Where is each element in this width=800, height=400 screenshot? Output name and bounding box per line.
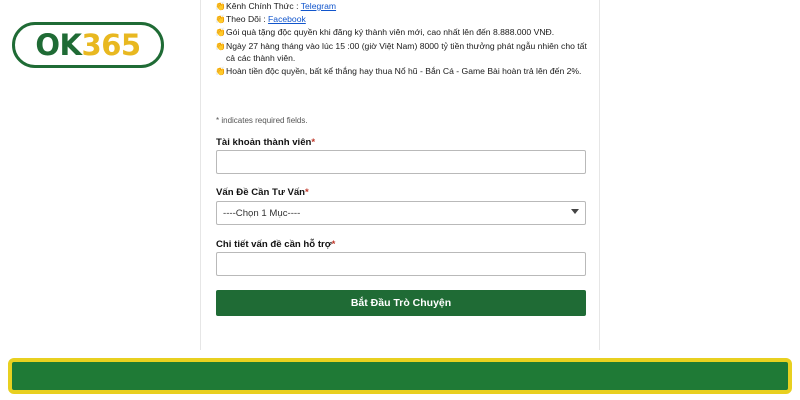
site-logo[interactable] xyxy=(12,22,164,68)
list-item xyxy=(215,26,589,38)
logo-text-primary: OK xyxy=(35,27,82,62)
facebook-link[interactable]: Facebook xyxy=(268,14,306,25)
promotion-list xyxy=(215,0,589,78)
promotion-text: Hoàn tiền độc quyền, bất kể thắng hay thua Nổ hũ - Bắn Cá - Game Bài hoàn trả lên đến 2%. xyxy=(226,66,582,77)
clap-icon: 👏 xyxy=(215,1,226,11)
required-asterisk: * xyxy=(305,187,309,198)
detail-input[interactable] xyxy=(216,252,586,276)
promotion-text xyxy=(226,13,589,25)
telegram-link[interactable]: Telegram xyxy=(300,1,337,11)
account-input[interactable] xyxy=(216,150,586,174)
logo-text-secondary: 365 xyxy=(81,27,141,62)
logo-area xyxy=(0,0,200,350)
clap-icon: 👏 xyxy=(215,66,226,77)
required-asterisk: * xyxy=(311,137,316,148)
logo-text xyxy=(35,27,141,62)
list-item xyxy=(215,13,589,25)
issue-field-label xyxy=(216,187,309,198)
detail-field-label xyxy=(216,239,335,250)
promotion-text: Gói quà tặng độc quyền khi đăng ký thành viên mới, cao nhất lên đến 8.888.000 VNĐ. xyxy=(226,27,555,38)
list-item xyxy=(215,65,589,77)
account-label-text: Tài khoản thành viên xyxy=(216,137,312,148)
bottom-banner[interactable] xyxy=(8,358,792,394)
promotion-prefix: Theo Dõi : xyxy=(226,14,269,25)
account-field-label xyxy=(216,137,315,148)
clap-icon: 👏 xyxy=(215,40,226,51)
clap-icon: 👏 xyxy=(215,27,226,38)
issue-label-text: Vấn Đề Cần Tư Vấn xyxy=(216,187,306,198)
promotion-text: Ngày 27 hàng tháng vào lúc 15 :00 (giờ Việt Nam) 8000 tỷ tiền thưởng phát ngẫu nhiên cho tất cả các thành viên. xyxy=(226,40,587,63)
list-item xyxy=(215,0,589,12)
promotion-prefix: Kênh Chính Thức : xyxy=(226,1,301,11)
promotion-text xyxy=(226,0,589,12)
detail-label-text: Chi tiết vấn đề cần hỗ trợ xyxy=(216,239,332,250)
required-asterisk: * xyxy=(331,239,336,250)
support-form-panel xyxy=(200,0,600,350)
required-fields-note: * indicates required fields. xyxy=(216,116,308,125)
issue-select[interactable] xyxy=(216,201,586,225)
list-item xyxy=(215,40,589,64)
clap-icon: 👏 xyxy=(215,14,226,25)
start-chat-button[interactable]: Bắt Đầu Trò Chuyện xyxy=(216,290,586,316)
